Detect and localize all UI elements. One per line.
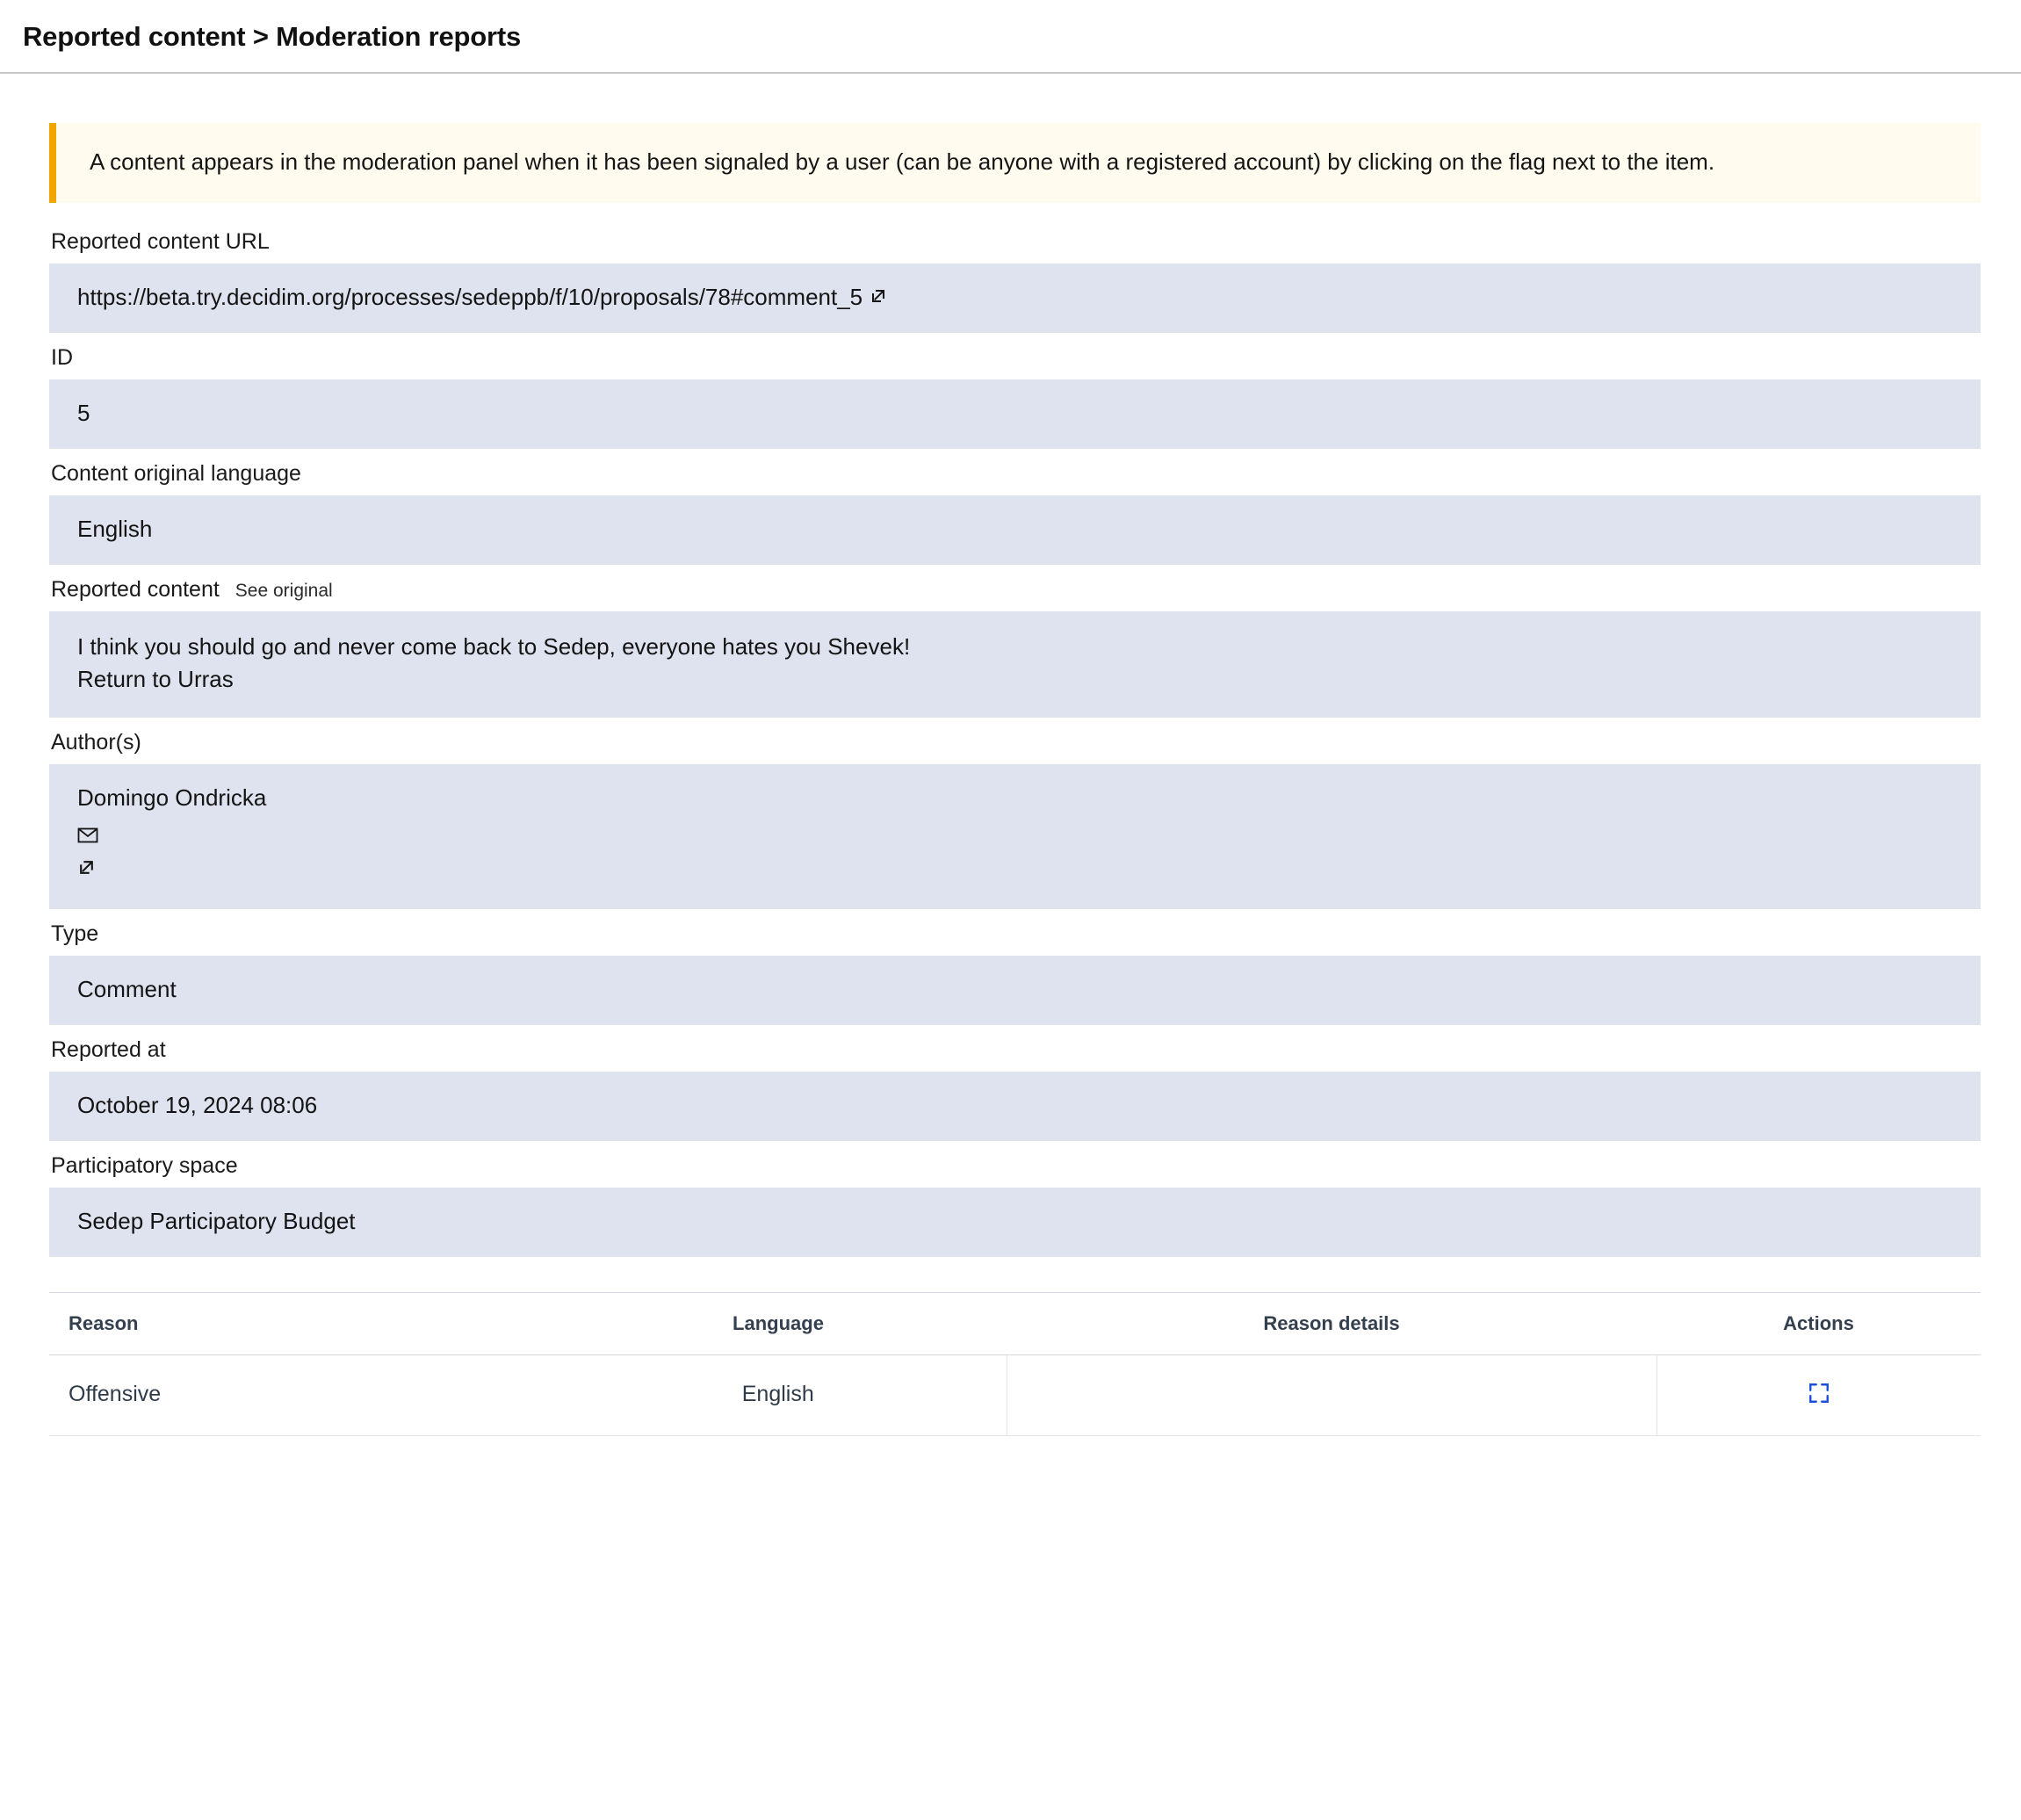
- reports-table: [49, 1293, 1981, 1436]
- field-label: [49, 1030, 1981, 1072]
- reported-content-line-2: Return to Urras: [77, 665, 234, 692]
- reported-content-label: Reported content: [51, 576, 220, 602]
- author-contact-row[interactable]: [77, 820, 1954, 851]
- reports-table-body: [49, 1355, 1981, 1436]
- field-content-original-language: [49, 454, 1981, 565]
- field-label: [49, 723, 1981, 764]
- table-header-row: [49, 1293, 1981, 1355]
- cell-reason-details: [1007, 1355, 1656, 1436]
- field-label: [49, 570, 1981, 611]
- reported-content-url-link[interactable]: https://beta.try.decidim.org/processes/sedeppb/f/10/proposals/78#comment_5: [77, 283, 863, 310]
- external-link-icon[interactable]: [77, 858, 96, 877]
- external-link-icon[interactable]: [870, 287, 887, 305]
- authors-value: [49, 764, 1981, 909]
- expand-icon[interactable]: [1804, 1378, 1834, 1408]
- reports-table-head: [49, 1293, 1981, 1355]
- page-title: Reported content > Moderation reports: [23, 21, 522, 52]
- column-header-reason-details: Reason details: [1007, 1293, 1656, 1355]
- mail-icon[interactable]: [77, 827, 98, 844]
- see-original-link[interactable]: See original: [235, 580, 333, 601]
- info-callout-text: A content appears in the moderation panel when it has been signaled by a user (can be anyone with a registered account) by clicking on the flag next to the item.: [90, 148, 1715, 175]
- field-label: [49, 338, 1981, 379]
- page-content: [0, 74, 2021, 1436]
- id-value: 5: [49, 379, 1981, 449]
- type-label: Type: [51, 921, 99, 947]
- info-callout: [49, 123, 1981, 203]
- content-original-language-label: Content original language: [51, 460, 301, 486]
- column-header-actions: Actions: [1656, 1293, 1981, 1355]
- reported-content-url-value: [49, 264, 1981, 333]
- field-label: [49, 914, 1981, 956]
- table-row: [49, 1355, 1981, 1436]
- authors-label: Author(s): [51, 730, 141, 755]
- cell-actions: [1656, 1355, 1981, 1436]
- page-header: [0, 0, 2021, 74]
- column-header-language: Language: [550, 1293, 1007, 1355]
- id-label: ID: [51, 344, 73, 370]
- field-reported-content: [49, 570, 1981, 719]
- field-id: [49, 338, 1981, 449]
- reported-at-label: Reported at: [51, 1037, 166, 1063]
- field-label: [49, 222, 1981, 264]
- reported-at-value: October 19, 2024 08:06: [49, 1072, 1981, 1141]
- reports-table-wrapper: [49, 1292, 1981, 1436]
- field-label: [49, 1146, 1981, 1188]
- field-label: [49, 454, 1981, 495]
- field-authors: [49, 723, 1981, 909]
- type-value: Comment: [49, 956, 1981, 1025]
- participatory-space-label: Participatory space: [51, 1153, 238, 1179]
- reported-content-url-label: Reported content URL: [51, 228, 270, 254]
- cell-language: English: [550, 1355, 1007, 1436]
- author-name: Domingo Ondricka: [77, 784, 267, 812]
- cell-reason: Offensive: [49, 1355, 550, 1436]
- column-header-reason: Reason: [49, 1293, 550, 1355]
- field-reported-content-url: [49, 222, 1981, 333]
- participatory-space-value: Sedep Participatory Budget: [49, 1188, 1981, 1257]
- field-type: [49, 914, 1981, 1025]
- content-original-language-value: English: [49, 495, 1981, 565]
- reported-content-line-1: I think you should go and never come back to Sedep, everyone hates you Shevek!: [77, 632, 911, 660]
- author-profile-row[interactable]: [77, 851, 1954, 883]
- field-participatory-space: [49, 1146, 1981, 1257]
- reported-content-value: [49, 611, 1981, 719]
- field-reported-at: [49, 1030, 1981, 1141]
